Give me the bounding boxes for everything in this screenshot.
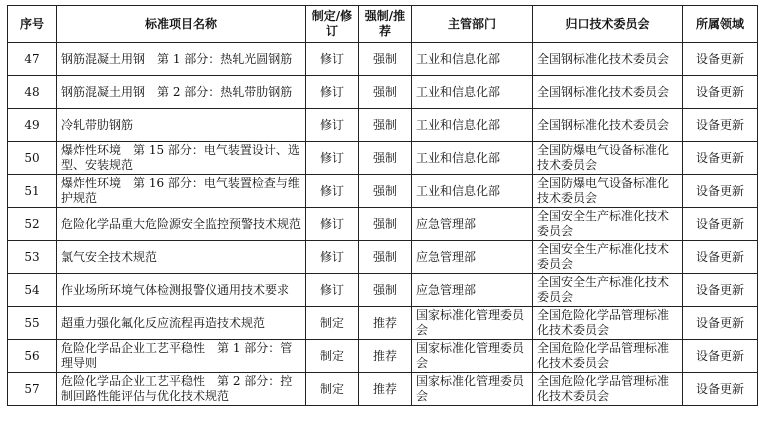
table-row (8, 175, 758, 208)
cell-committee: 全国安全生产标准化技术委员会 (533, 274, 683, 307)
table-row (8, 43, 758, 76)
header-seq: 序号 (8, 6, 57, 43)
cell-revise: 修订 (306, 208, 359, 241)
cell-dept: 工业和信息化部 (412, 109, 533, 142)
cell-name: 危险化学品重大危险源安全监控预警技术规范 (57, 208, 306, 241)
table-row (8, 76, 758, 109)
table-row (8, 142, 758, 175)
cell-dept: 国家标准化管理委员会 (412, 307, 533, 340)
cell-mandatory: 推荐 (359, 340, 412, 373)
table-row (8, 241, 758, 274)
cell-name: 作业场所环境气体检测报警仪通用技术要求 (57, 274, 306, 307)
header-name: 标准项目名称 (57, 6, 306, 43)
cell-revise: 修订 (306, 274, 359, 307)
table-row (8, 208, 758, 241)
cell-name: 危险化学品企业工艺平稳性 第 1 部分：管理导则 (57, 340, 306, 373)
cell-seq: 49 (8, 109, 57, 142)
cell-dept: 应急管理部 (412, 274, 533, 307)
cell-dept: 应急管理部 (412, 241, 533, 274)
cell-mandatory: 强制 (359, 274, 412, 307)
cell-field: 设备更新 (683, 340, 758, 373)
cell-committee: 全国安全生产标准化技术委员会 (533, 241, 683, 274)
cell-dept: 工业和信息化部 (412, 142, 533, 175)
table-row (8, 340, 758, 373)
cell-name: 爆炸性环境 第 15 部分：电气装置设计、选型、安装规范 (57, 142, 306, 175)
cell-dept: 国家标准化管理委员会 (412, 373, 533, 406)
cell-name: 超重力强化氟化反应流程再造技术规范 (57, 307, 306, 340)
cell-revise: 修订 (306, 76, 359, 109)
cell-revise: 制定 (306, 307, 359, 340)
cell-dept: 国家标准化管理委员会 (412, 340, 533, 373)
cell-mandatory: 强制 (359, 109, 412, 142)
cell-dept: 工业和信息化部 (412, 175, 533, 208)
cell-name: 钢筋混凝土用钢 第 2 部分：热轧带肋钢筋 (57, 76, 306, 109)
cell-mandatory: 强制 (359, 43, 412, 76)
cell-committee: 全国危险化学品管理标准化技术委员会 (533, 340, 683, 373)
cell-committee: 全国危险化学品管理标准化技术委员会 (533, 373, 683, 406)
standards-table (7, 5, 758, 406)
cell-seq: 50 (8, 142, 57, 175)
cell-mandatory: 强制 (359, 175, 412, 208)
header-dept: 主管部门 (412, 6, 533, 43)
cell-field: 设备更新 (683, 76, 758, 109)
cell-committee: 全国危险化学品管理标准化技术委员会 (533, 307, 683, 340)
cell-committee: 全国防爆电气设备标准化技术委员会 (533, 175, 683, 208)
cell-revise: 修订 (306, 241, 359, 274)
cell-revise: 制定 (306, 340, 359, 373)
cell-field: 设备更新 (683, 307, 758, 340)
cell-revise: 修订 (306, 175, 359, 208)
cell-name: 爆炸性环境 第 16 部分：电气装置检查与维护规范 (57, 175, 306, 208)
cell-revise: 修订 (306, 142, 359, 175)
cell-mandatory: 强制 (359, 76, 412, 109)
cell-seq: 55 (8, 307, 57, 340)
cell-seq: 53 (8, 241, 57, 274)
cell-field: 设备更新 (683, 175, 758, 208)
table-row (8, 373, 758, 406)
table-header-row (8, 6, 758, 43)
cell-field: 设备更新 (683, 241, 758, 274)
cell-committee: 全国钢标准化技术委员会 (533, 43, 683, 76)
cell-mandatory: 强制 (359, 241, 412, 274)
header-revise: 制定/修订 (306, 6, 359, 43)
cell-name: 钢筋混凝土用钢 第 1 部分：热轧光圆钢筋 (57, 43, 306, 76)
cell-seq: 57 (8, 373, 57, 406)
cell-seq: 48 (8, 76, 57, 109)
cell-name: 冷轧带肋钢筋 (57, 109, 306, 142)
cell-revise: 修订 (306, 109, 359, 142)
header-mandatory: 强制/推荐 (359, 6, 412, 43)
cell-revise: 制定 (306, 373, 359, 406)
cell-committee: 全国钢标准化技术委员会 (533, 76, 683, 109)
cell-field: 设备更新 (683, 142, 758, 175)
cell-name: 危险化学品企业工艺平稳性 第 2 部分：控制回路性能评估与优化技术规范 (57, 373, 306, 406)
cell-seq: 54 (8, 274, 57, 307)
cell-mandatory: 推荐 (359, 373, 412, 406)
cell-seq: 47 (8, 43, 57, 76)
header-committee: 归口技术委员会 (533, 6, 683, 43)
cell-mandatory: 强制 (359, 142, 412, 175)
cell-field: 设备更新 (683, 109, 758, 142)
table-row (8, 307, 758, 340)
cell-committee: 全国防爆电气设备标准化技术委员会 (533, 142, 683, 175)
header-field: 所属领域 (683, 6, 758, 43)
cell-seq: 51 (8, 175, 57, 208)
cell-dept: 应急管理部 (412, 208, 533, 241)
cell-mandatory: 强制 (359, 208, 412, 241)
cell-committee: 全国钢标准化技术委员会 (533, 109, 683, 142)
cell-field: 设备更新 (683, 208, 758, 241)
cell-field: 设备更新 (683, 43, 758, 76)
table-row (8, 109, 758, 142)
cell-seq: 52 (8, 208, 57, 241)
cell-dept: 工业和信息化部 (412, 43, 533, 76)
table-row (8, 274, 758, 307)
cell-revise: 修订 (306, 43, 359, 76)
cell-field: 设备更新 (683, 274, 758, 307)
cell-mandatory: 推荐 (359, 307, 412, 340)
cell-committee: 全国安全生产标准化技术委员会 (533, 208, 683, 241)
cell-seq: 56 (8, 340, 57, 373)
cell-field: 设备更新 (683, 373, 758, 406)
cell-dept: 工业和信息化部 (412, 76, 533, 109)
cell-name: 氯气安全技术规范 (57, 241, 306, 274)
